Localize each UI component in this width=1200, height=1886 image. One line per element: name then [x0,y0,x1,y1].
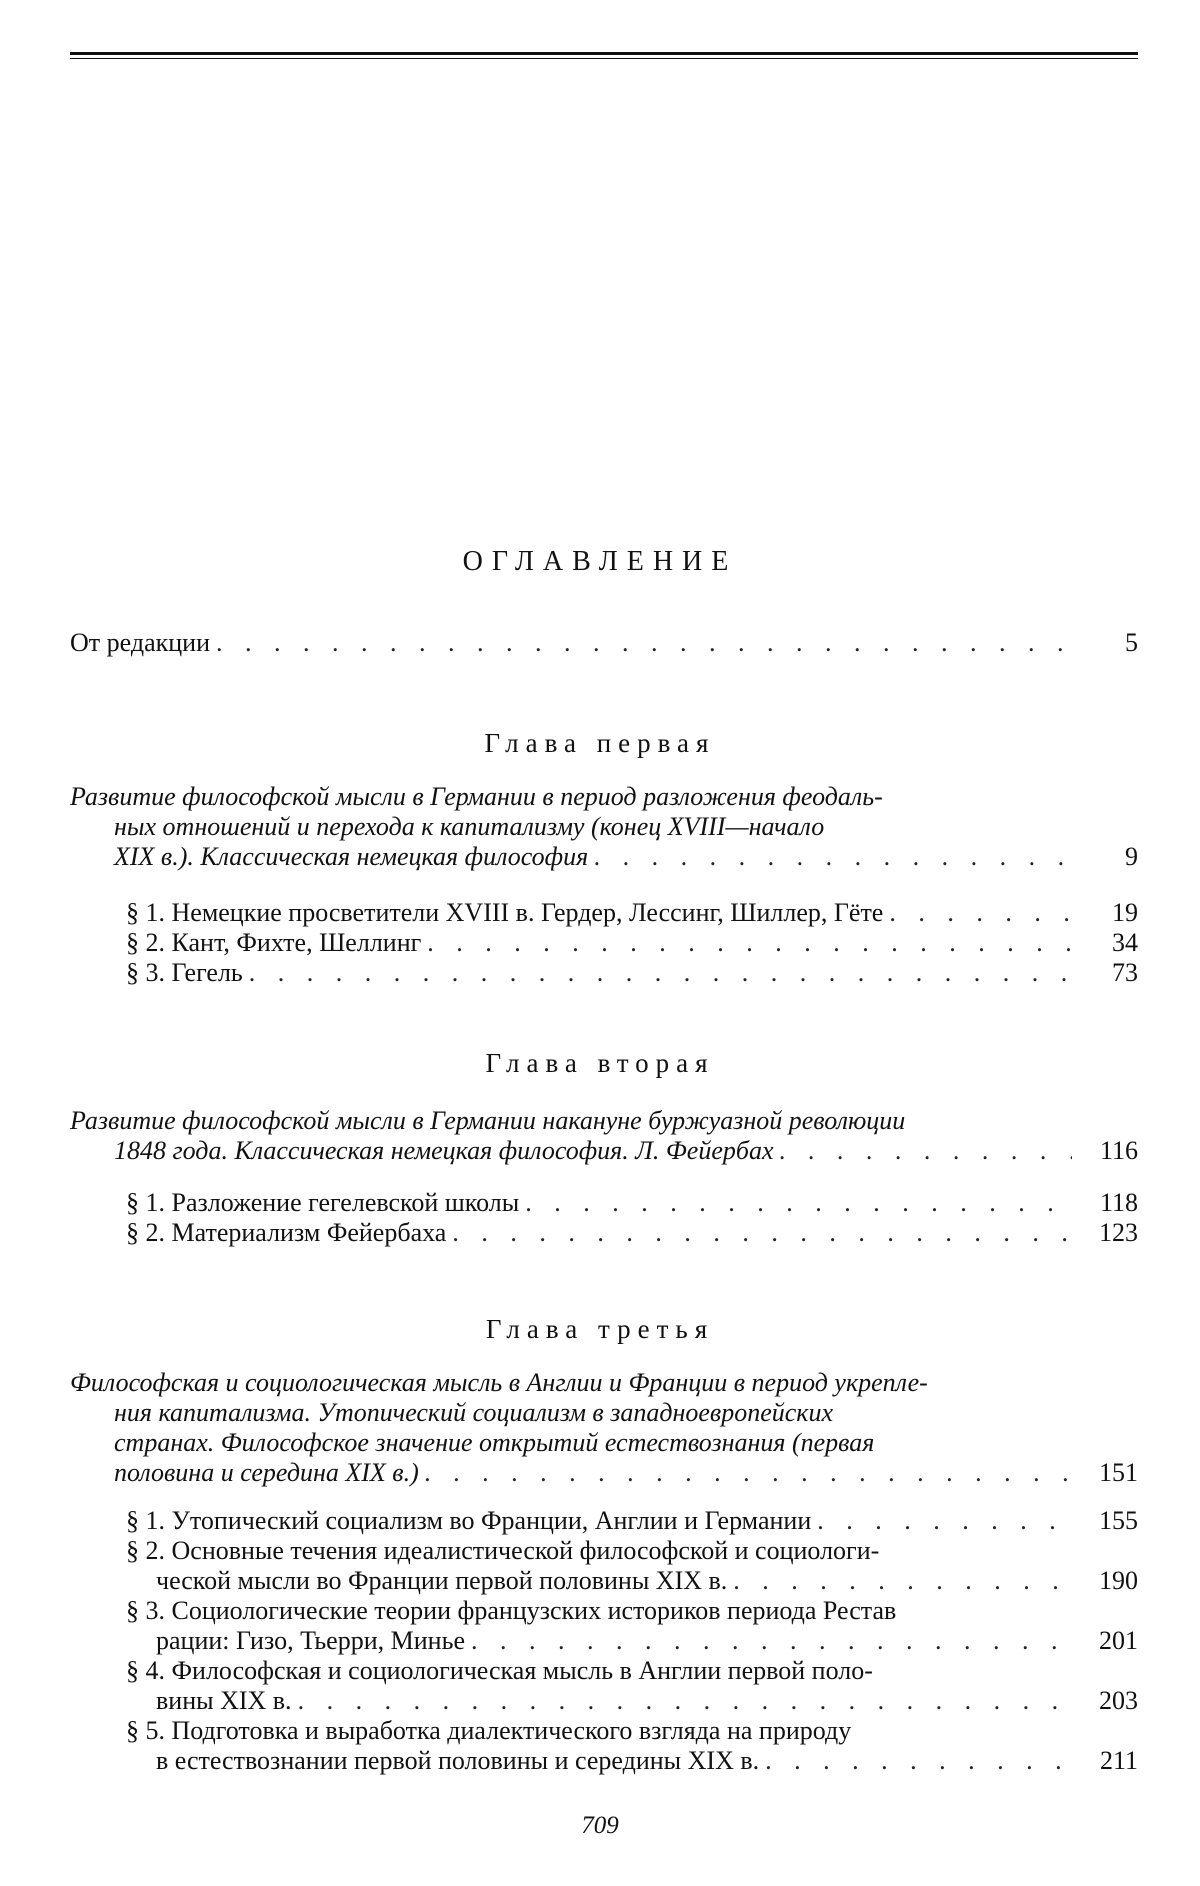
chapter-1-title-line: XIX в.). Классическая немецкая философия [114,842,589,871]
chapter-1-title [70,782,1138,872]
chapter-3-heading: Глава третья [485,1314,715,1344]
foreword-label: От редакции [70,628,210,657]
chapter-3-sections [70,1506,1138,1776]
dot-leader [817,1506,1072,1536]
dot-leader [216,628,1072,658]
section-label: вины XIX в. [156,1686,292,1715]
chapter-2-page: 116 [1099,1136,1138,1165]
dot-leader [471,1626,1072,1656]
chapter-2-title-line: 1848 года. Классическая немецкая философия. Л. Фейербах [114,1136,774,1165]
section-label: § 4. Философская и социологическая мысль в Англии первой поло- [126,1656,873,1685]
dot-leader [525,1188,1072,1218]
dot-leader [427,928,1072,958]
section-label: § 2. Материализм Фейербаха [126,1218,447,1247]
dot-leader [779,1136,1072,1166]
chapter-3-title [70,1368,1138,1488]
chapter-1-page: 9 [1125,842,1138,871]
section-entry [70,1218,1138,1248]
section-entry [70,1506,1138,1536]
chapter-2-heading: Глава вторая [485,1048,715,1078]
section-entry [70,1188,1138,1218]
chapter-2-title-line: Развитие философской мысли в Германии накануне буржуазной революции [70,1106,906,1135]
dot-leader [594,842,1072,872]
top-rule-thin [70,58,1138,59]
section-entry [70,958,1138,988]
toc-heading: ОГЛАВЛЕНИЕ [462,546,738,577]
page-number: 709 [581,1812,619,1839]
chapter-3-title-line: половина и середина XIX в.) [114,1458,419,1487]
foreword-page: 5 [1125,628,1138,657]
section-entry [70,898,1138,928]
section-entry [70,1686,1138,1716]
foreword-entry [70,628,1138,658]
chapter-3-title-line: странах. Философское значение открытий естествознания (первая [114,1428,875,1457]
section-page: 203 [1099,1686,1138,1715]
section-label: ческой мысли во Франции первой половины XIX в. [156,1566,728,1595]
section-page: 190 [1099,1566,1138,1595]
top-rule [70,52,1138,55]
section-entry [70,1626,1138,1656]
section-label: § 1. Немецкие просветители XVIII в. Гердер, Лессинг, Шиллер, Гёте [126,898,884,927]
section-label: § 1. Разложение гегелевской школы [126,1188,520,1217]
chapter-1-heading: Глава первая [484,728,716,758]
section-page: 155 [1099,1506,1138,1535]
section-label: § 2. Основные течения идеалистической философской и социологи- [126,1536,880,1565]
dot-leader [889,898,1072,928]
section-page: 201 [1099,1626,1138,1655]
dot-leader [765,1746,1072,1776]
section-entry [70,1566,1138,1596]
section-page: 19 [1112,898,1138,927]
section-label: § 3. Гегель [126,958,243,987]
section-label: § 5. Подготовка и выработка диалектического взгляда на природу [126,1716,852,1745]
chapter-2-title [70,1106,1138,1166]
chapter-1-title-line: Развитие философской мысли в Германии в период разложения феодаль- [70,782,883,811]
section-entry [70,928,1138,958]
dot-leader [452,1218,1072,1248]
section-label: § 2. Кант, Фихте, Шеллинг [126,928,422,957]
dot-leader [298,1686,1072,1716]
chapter-3-title-line: ния капитализма. Утопический социализм в западноевропейских [114,1398,833,1427]
dot-leader [425,1458,1072,1488]
section-entry [70,1746,1138,1776]
section-page: 123 [1099,1218,1138,1247]
section-page: 118 [1099,1188,1138,1217]
chapter-1-sections [70,898,1138,988]
section-label: § 1. Утопический социализм во Франции, Англии и Германии [126,1506,812,1535]
section-page: 34 [1112,928,1138,957]
chapter-2-sections [70,1188,1138,1248]
dot-leader [733,1566,1072,1596]
section-label: рации: Гизо, Тьерри, Минье [156,1626,465,1655]
dot-leader [249,958,1072,988]
section-label: в естествознании первой половины и середины XIX в. [156,1746,760,1775]
section-label: § 3. Социологические теории французских историков периода Рестав [126,1596,897,1625]
section-page: 73 [1112,958,1138,987]
chapter-3-title-line: Философская и социологическая мысль в Англии и Франции в период укрепле- [70,1368,928,1397]
chapter-1-title-line: ных отношений и перехода к капитализму (конец XVIII—начало [114,812,825,841]
section-page: 211 [1099,1746,1138,1775]
chapter-3-page: 151 [1099,1458,1138,1487]
